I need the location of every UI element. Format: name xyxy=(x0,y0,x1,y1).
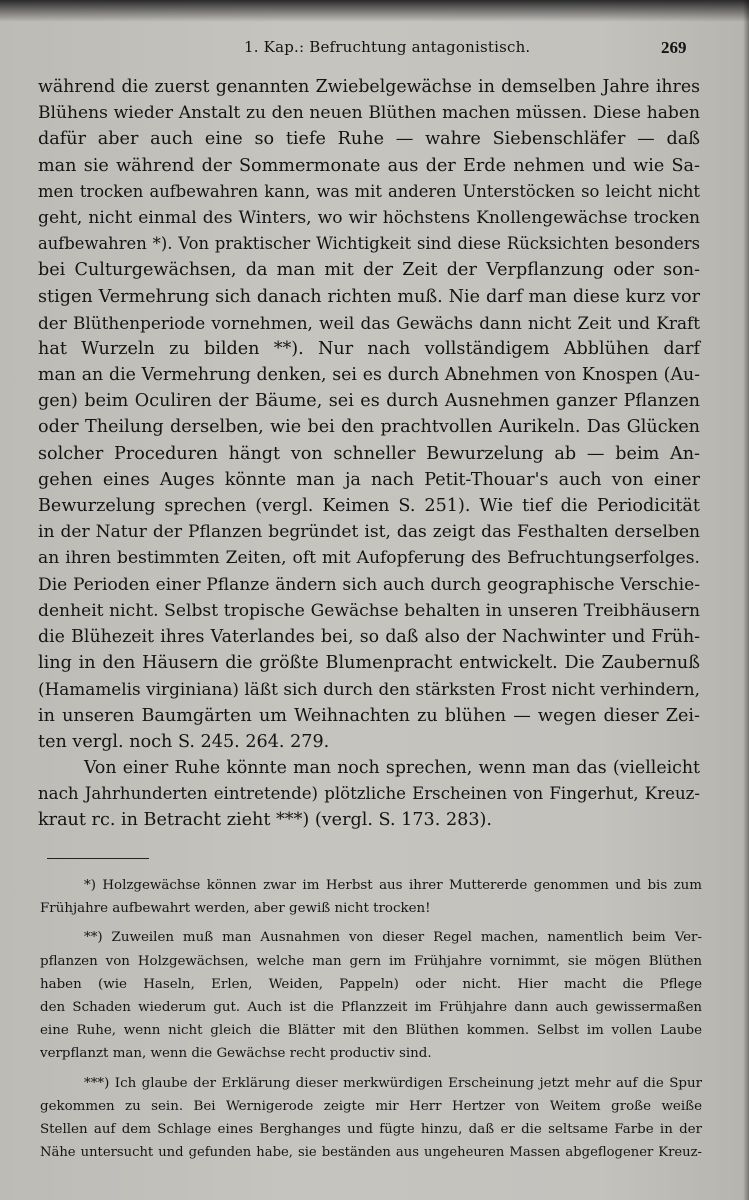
text-line: gen) beim Oculiren der Bäume, sei es durch Ausnehmen ganzer Pflanzen xyxy=(38,391,700,412)
footnote-line: **) Zuweilen muß man Ausnahmen von dieser Regel machen, namentlich beim Ver- xyxy=(84,930,702,946)
text-line: geht, nicht einmal des Winters, wo wir höchstens Knollengewächse trocken xyxy=(38,207,700,228)
footnote-line: ***) Ich glaube der Erklärung dieser merkwürdigen Erscheinung jetzt mehr auf die Spur xyxy=(84,1075,702,1091)
footnote-line: den Schaden wiederum gut. Auch ist die Pflanzzeit im Frühjahre dann auch gewissermaßen xyxy=(40,999,702,1015)
text-line: denheit nicht. Selbst tropische Gewächse behalten in unseren Treibhäusern xyxy=(38,600,700,621)
page-header xyxy=(0,38,749,62)
scan-shadow xyxy=(0,0,749,22)
footnote-line: *) Holzgewächse können zwar im Herbst aus ihrer Muttererde genommen und bis zum xyxy=(84,878,702,893)
text-line: aufbewahren *). Von praktischer Wichtigkeit sind diese Rücksichten besonders xyxy=(38,234,700,254)
footnote-line: Nähe untersucht und gefunden habe, sie beständen aus ungeheuren Massen abgeflogener Kreuz- xyxy=(40,1145,702,1161)
scan-edge-shadow xyxy=(743,0,749,1200)
text-line: Blühens wieder Anstalt zu den neuen Blüthen machen müssen. Diese haben xyxy=(38,103,700,124)
text-line: solcher Proceduren hängt von schneller Bewurzelung ab — beim An- xyxy=(38,443,700,464)
text-line: dafür aber auch eine so tiefe Ruhe — wahre Siebenschläfer — daß xyxy=(38,129,700,150)
text-line: men trocken aufbewahren kann, was mit anderen Unterstöcken so leicht nicht xyxy=(38,181,700,201)
text-line: gehen eines Auges könnte man ja nach Petit-Thouar's auch von einer xyxy=(38,469,700,490)
footnote-line: verpflanzt man, wenn die Gewächse recht productiv sind. xyxy=(40,1046,432,1062)
text-line: Die Perioden einer Pflanze ändern sich auch durch geographische Verschie- xyxy=(38,574,700,595)
text-line: man sie während der Sommermonate aus der Erde nehmen und wie Sa- xyxy=(38,155,700,176)
footnote-line: Frühjahre aufbewahrt werden, aber gewiß nicht trocken! xyxy=(40,901,431,917)
text-line: stigen Vermehrung sich danach richten muß. Nie darf man diese kurz vor xyxy=(38,286,700,307)
footnotes xyxy=(40,874,702,1164)
text-line: Bewurzelung sprechen (vergl. Keimen S. 251). Wie tief die Periodicität xyxy=(38,496,700,516)
text-line: in unseren Baumgärten um Weihnachten zu blühen — wegen dieser Zei- xyxy=(38,705,700,726)
page-number: 269 xyxy=(661,38,687,57)
footnote-line: Stellen auf dem Schlage eines Berghanges und fügte hinzu, daß er die seltsame Farbe in der xyxy=(40,1121,702,1137)
text-line: der Blüthenperiode vornehmen, weil das Gewächs dann nicht Zeit und Kraft xyxy=(38,312,700,333)
text-line: ten vergl. noch S. 245. 264. 279. xyxy=(38,731,330,752)
footnote-line: pflanzen von Holzgewächsen, welche man gern im Frühjahre vornimmt, sie mögen Blüthen xyxy=(40,953,702,969)
text-line: man an die Vermehrung denken, sei es durch Abnehmen von Knospen (Au- xyxy=(38,365,700,386)
footnote-separator xyxy=(47,858,149,859)
text-line: ling in den Häusern die größte Blumenpracht entwickelt. Die Zaubernuß xyxy=(38,653,700,674)
text-line: hat Wurzeln zu bilden **). Nur nach vollständigem Abblühen darf xyxy=(38,338,700,359)
text-line: während die zuerst genannten Zwiebelgewächse in demselben Jahre ihres xyxy=(38,77,700,97)
footnote-line: gekommen zu sein. Bei Wernigerode zeigte mir Herr Hertzer von Weitem große weiße xyxy=(40,1098,702,1114)
footnote-line: eine Ruhe, wenn nicht gleich die Blätter mit den Blüthen kommen. Selbst im vollen Laube xyxy=(40,1023,702,1039)
running-head: 1. Kap.: Befruchtung antagonistisch. xyxy=(244,38,531,56)
text-line: in der Natur der Pflanzen begründet ist, das zeigt das Festhalten derselben xyxy=(38,522,700,543)
text-line: die Blühezeit ihres Vaterlandes bei, so daß also der Nachwinter und Früh- xyxy=(38,626,700,647)
text-line: Von einer Ruhe könnte man noch sprechen, wenn man das (vielleicht xyxy=(84,757,700,778)
text-line: nach Jahrhunderten eintretende) plötzliche Erscheinen von Fingerhut, Kreuz- xyxy=(38,784,700,804)
footnote-line: haben (wie Haseln, Erlen, Weiden, Pappeln) oder nicht. Hier macht die Pflege xyxy=(40,976,702,992)
text-line: kraut rc. in Betracht zieht ***) (vergl. S. 173. 283). xyxy=(38,810,492,831)
text-line: (Hamamelis virginiana) läßt sich durch den stärksten Frost nicht verhindern, xyxy=(38,679,700,700)
text-line: an ihren bestimmten Zeiten, oft mit Aufopferung des Befruchtungserfolges. xyxy=(38,548,700,569)
main-text xyxy=(38,74,700,833)
text-line: oder Theilung derselben, wie bei den prachtvollen Aurikeln. Das Glücken xyxy=(38,417,700,438)
text-line: bei Culturgewächsen, da man mit der Zeit der Verpflanzung oder son- xyxy=(38,260,700,281)
